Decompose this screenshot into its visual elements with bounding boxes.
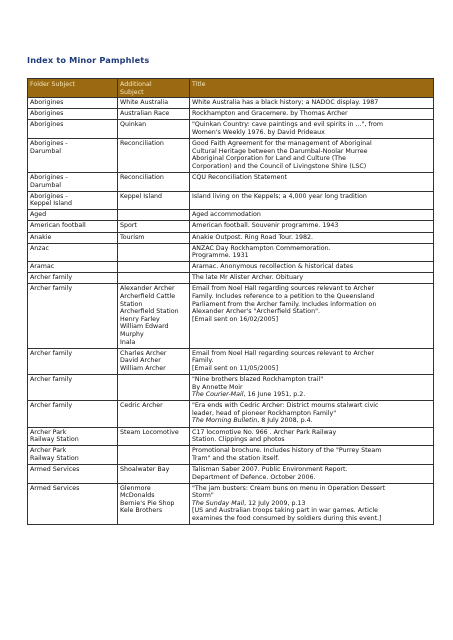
cell-line: Aborigines xyxy=(30,99,64,107)
title-text: "Quinkan Country: cave paintings and evil spirits in ...", from xyxy=(192,121,384,129)
header-title xyxy=(190,79,434,98)
title-line xyxy=(192,234,431,242)
additional-subject-cell xyxy=(118,232,190,243)
title-line xyxy=(192,474,431,482)
title-cell xyxy=(190,243,434,262)
cell-line: Archer family xyxy=(30,274,73,282)
title-line xyxy=(192,301,431,309)
title-cell xyxy=(190,464,434,483)
title-text: Programme. 1931 xyxy=(192,252,249,260)
table-header xyxy=(28,79,434,98)
cell-line: Railway Station xyxy=(30,436,79,444)
pamphlet-index-table xyxy=(27,78,434,525)
additional-subject-cell xyxy=(118,483,190,524)
title-line xyxy=(192,245,431,253)
folder-subject-cell xyxy=(28,401,118,427)
title-cell xyxy=(190,401,434,427)
title-text: Talisman Saber 2007. Public Environment Report. xyxy=(192,465,348,473)
title-line xyxy=(192,391,431,399)
folder-subject-cell xyxy=(28,273,118,284)
publication-name: The Courier-Mail xyxy=(192,391,244,399)
title-line xyxy=(192,174,431,182)
cell-line: Archer family xyxy=(30,349,73,357)
title-line xyxy=(192,193,431,201)
cell-line: Aborigines - xyxy=(30,140,68,148)
cell-line: Henry Farley xyxy=(120,315,160,323)
folder-subject-cell xyxy=(28,427,118,446)
title-line xyxy=(192,455,431,463)
title-line xyxy=(192,129,431,137)
table-row xyxy=(28,191,434,210)
title-line xyxy=(192,148,431,156)
title-cell xyxy=(190,262,434,273)
cell-line: Inala xyxy=(120,338,136,346)
title-text: Family. Includes reference to a petition to the Queensland xyxy=(192,293,375,301)
title-text: Promotional brochure. Includes history of the "Purrey Steam xyxy=(192,447,382,455)
folder-subject-cell xyxy=(28,221,118,232)
cell-line: Aged xyxy=(30,211,47,219)
title-line xyxy=(192,466,431,474)
cell-line: Railway Station xyxy=(30,454,79,462)
table-row xyxy=(28,483,434,524)
title-text: The late Mr Alister Archer. Obituary xyxy=(192,274,304,282)
additional-subject-cell xyxy=(118,210,190,221)
cell-line: Tourism xyxy=(120,233,145,241)
publication-name: The Sunday Mail xyxy=(192,499,245,507)
title-line xyxy=(192,121,431,129)
title-line xyxy=(192,515,431,523)
additional-subject-cell xyxy=(118,427,190,446)
title-text: Storm" xyxy=(192,492,214,500)
title-line xyxy=(192,500,431,508)
header-additional-subject xyxy=(118,79,190,98)
header-line: Folder Subject xyxy=(30,81,76,88)
header-line: Subject xyxy=(120,88,144,96)
title-line xyxy=(192,110,431,118)
title-text: leader, head of pioneer Rockhampton Family" xyxy=(192,409,337,417)
cell-line: Anakie xyxy=(30,233,52,241)
title-cell xyxy=(190,273,434,284)
title-text: Station. Clippings and photos xyxy=(192,436,285,444)
cell-line: Armed Services xyxy=(30,484,80,492)
citation-detail: , 12 July 2009, p.13 xyxy=(244,499,306,507)
cell-line: Archer Park xyxy=(30,428,67,436)
folder-subject-cell xyxy=(28,243,118,262)
title-text: [US and Australian troops taking part in war games. Article xyxy=(192,507,378,515)
cell-line: Anzac xyxy=(30,244,49,252)
table-row xyxy=(28,446,434,465)
cell-line: White Australia xyxy=(120,99,169,107)
title-text: Aboriginal Corporation for Land and Culture (The xyxy=(192,155,346,163)
additional-subject-cell xyxy=(118,273,190,284)
title-cell xyxy=(190,348,434,374)
title-text: "The jam busters: Cream buns on menu in Operation Dessert xyxy=(192,484,386,492)
folder-subject-cell xyxy=(28,191,118,210)
title-line xyxy=(192,99,431,107)
title-text: By Annette Moir xyxy=(192,383,243,391)
table-body xyxy=(28,98,434,525)
table-row xyxy=(28,98,434,109)
folder-subject-cell xyxy=(28,483,118,524)
table-row xyxy=(28,464,434,483)
additional-subject-cell xyxy=(118,98,190,109)
title-cell xyxy=(190,120,434,139)
title-line xyxy=(192,308,431,316)
title-line xyxy=(192,376,431,384)
title-text: Aged accommodation xyxy=(192,211,261,219)
table-row xyxy=(28,273,434,284)
table-row xyxy=(28,262,434,273)
title-line xyxy=(192,417,431,425)
title-line xyxy=(192,447,431,455)
title-text: CQU Reconciliation Statement xyxy=(192,173,288,181)
folder-subject-cell xyxy=(28,446,118,465)
title-cell xyxy=(190,375,434,401)
header-folder-subject xyxy=(28,79,118,98)
folder-subject-cell xyxy=(28,109,118,120)
title-line xyxy=(192,211,431,219)
title-line xyxy=(192,492,431,500)
title-text: Good Faith Agreement for the management of Aboriginal xyxy=(192,140,372,148)
table-row xyxy=(28,427,434,446)
additional-subject-cell xyxy=(118,401,190,427)
additional-subject-cell xyxy=(118,191,190,210)
title-text: ANZAC Day Rockhampton Commemoration. xyxy=(192,244,331,252)
title-cell xyxy=(190,210,434,221)
title-text: American football. Souvenir programme. 1943 xyxy=(192,222,339,230)
additional-subject-cell xyxy=(118,243,190,262)
folder-subject-cell xyxy=(28,375,118,401)
title-cell xyxy=(190,427,434,446)
title-cell xyxy=(190,191,434,210)
title-text: Alexander Archer's "Archerfield Station". xyxy=(192,308,320,316)
title-text: [Email sent on 11/05/2005] xyxy=(192,364,279,372)
additional-subject-cell xyxy=(118,446,190,465)
title-line xyxy=(192,365,431,373)
header-row xyxy=(28,79,434,98)
publication-name: The Morning Bulletin xyxy=(192,417,258,425)
title-line xyxy=(192,222,431,230)
additional-subject-cell xyxy=(118,120,190,139)
cell-line: Quinkan xyxy=(120,121,147,129)
folder-subject-cell xyxy=(28,262,118,273)
table-row xyxy=(28,284,434,348)
title-line xyxy=(192,263,431,271)
title-cell xyxy=(190,139,434,173)
cell-line: Armed Services xyxy=(30,465,80,473)
title-cell xyxy=(190,98,434,109)
cell-line: Aborigines xyxy=(30,121,64,129)
title-text: Email from Noel Hall regarding sources relevant to Archer xyxy=(192,285,374,293)
title-cell xyxy=(190,109,434,120)
cell-line: Archer Park xyxy=(30,447,67,455)
title-cell xyxy=(190,446,434,465)
cell-line: Shoalwater Bay xyxy=(120,465,170,473)
cell-line: Darumbal xyxy=(30,147,62,155)
cell-line: Aramac xyxy=(30,263,55,271)
table-row xyxy=(28,348,434,374)
title-text: Family. xyxy=(192,357,214,365)
folder-subject-cell xyxy=(28,348,118,374)
cell-line: Archer family xyxy=(30,402,73,410)
cell-line: Aborigines - xyxy=(30,173,68,181)
table-row xyxy=(28,120,434,139)
title-text: Email from Noel Hall regarding sources relevant to Archer xyxy=(192,349,374,357)
title-line xyxy=(192,252,431,260)
title-line xyxy=(192,350,431,358)
header-line: Additional xyxy=(120,81,152,88)
title-cell xyxy=(190,483,434,524)
title-line xyxy=(192,316,431,324)
title-line xyxy=(192,155,431,163)
title-text: Cultural Heritage between the Darumbal-Noolar Murree xyxy=(192,147,368,155)
title-text: Parliament from the Archer family. Includes information on xyxy=(192,300,377,308)
title-text: "Nine brothers blazed Rockhampton trail" xyxy=(192,376,324,383)
title-line xyxy=(192,163,431,171)
title-text: examines the food consumed by soldiers during this event.] xyxy=(192,515,382,522)
cell-line: Station xyxy=(120,300,143,308)
cell-line: American football xyxy=(30,222,86,230)
folder-subject-cell xyxy=(28,172,118,191)
cell-line: Reconciliation xyxy=(120,173,164,181)
title-line xyxy=(192,429,431,437)
title-text: Rockhampton and Gracemere. by Thomas Archer xyxy=(192,110,348,118)
cell-line: Reconciliation xyxy=(120,140,164,148)
title-line xyxy=(192,140,431,148)
cell-line: Murphy xyxy=(120,331,144,339)
cell-line: Sport xyxy=(120,222,137,230)
citation-detail: , 16 June 1951, p.2. xyxy=(243,391,306,399)
folder-subject-cell xyxy=(28,210,118,221)
cell-line: Archer family xyxy=(30,376,73,383)
title-text: Anakie Outpost. Ring Road Tour. 1982. xyxy=(192,233,314,241)
title-text: Corporation) and the Council of Livingstone Shire (LSC) xyxy=(192,162,367,170)
cell-line: Kele Brothers xyxy=(120,507,163,515)
table-row xyxy=(28,210,434,221)
cell-line: Charles Archer xyxy=(120,349,167,357)
additional-subject-cell xyxy=(118,262,190,273)
title-line xyxy=(192,285,431,293)
title-cell xyxy=(190,232,434,243)
table-row xyxy=(28,232,434,243)
title-line xyxy=(192,384,431,392)
cell-line: Cedric Archer xyxy=(120,402,163,410)
title-line xyxy=(192,274,431,282)
title-line xyxy=(192,293,431,301)
title-text: [Email sent on 16/02/2005] xyxy=(192,315,279,323)
title-cell xyxy=(190,284,434,348)
citation-detail: , 8 July 2008, p.4. xyxy=(257,417,313,425)
cell-line: McDonalds xyxy=(120,492,155,500)
title-cell xyxy=(190,221,434,232)
cell-line: Alexander Archer xyxy=(120,285,175,293)
title-line xyxy=(192,402,431,410)
additional-subject-cell xyxy=(118,284,190,348)
header-line: Title xyxy=(192,81,206,88)
table-row xyxy=(28,109,434,120)
title-text: White Australia has a black history; a NADOC display. 1987 xyxy=(192,99,379,107)
folder-subject-cell xyxy=(28,120,118,139)
title-text: Aramac. Anonymous recollection & historical dates xyxy=(192,263,354,271)
cell-line: Archerfield Station xyxy=(120,308,179,316)
cell-line: William Archer xyxy=(120,364,166,372)
title-line xyxy=(192,357,431,365)
title-text: Women's Weekly 1976. by David Prideaux xyxy=(192,128,325,136)
folder-subject-cell xyxy=(28,232,118,243)
page-title: Index to Minor Pamphlets xyxy=(27,55,150,65)
cell-line: Australian Race xyxy=(120,110,170,118)
cell-line: Keppel Island xyxy=(30,200,73,208)
cell-line: David Archer xyxy=(120,357,161,365)
additional-subject-cell xyxy=(118,109,190,120)
table-row xyxy=(28,243,434,262)
title-line xyxy=(192,485,431,493)
cell-line: Aborigines xyxy=(30,110,64,118)
cell-line: Steam Locomotive xyxy=(120,428,179,436)
cell-line: Archer family xyxy=(30,285,73,293)
folder-subject-cell xyxy=(28,284,118,348)
table-row xyxy=(28,172,434,191)
cell-line: Archerfield Cattle xyxy=(120,293,176,301)
table-row xyxy=(28,221,434,232)
additional-subject-cell xyxy=(118,375,190,401)
title-text: C17 locomotive No. 966 . Archer Park Railway xyxy=(192,428,337,436)
title-line xyxy=(192,507,431,515)
table-row xyxy=(28,139,434,173)
cell-line: Keppel Island xyxy=(120,192,163,200)
folder-subject-cell xyxy=(28,98,118,109)
folder-subject-cell xyxy=(28,139,118,173)
table-row xyxy=(28,375,434,401)
additional-subject-cell xyxy=(118,464,190,483)
title-text: Tram" and the station itself. xyxy=(192,454,280,462)
cell-line: Darumbal xyxy=(30,181,62,189)
cell-line: Bernie's Pie Shop xyxy=(120,499,175,507)
title-line xyxy=(192,436,431,444)
title-text: Island living on the Keppels; a 4,000 year long tradition xyxy=(192,192,367,200)
title-text: "Era ends with Cedric Archer: District mourns stalwart civic xyxy=(192,402,379,410)
cell-line: Aborigines - xyxy=(30,192,68,200)
cell-line: Glenmore xyxy=(120,484,151,492)
folder-subject-cell xyxy=(28,464,118,483)
additional-subject-cell xyxy=(118,139,190,173)
additional-subject-cell xyxy=(118,348,190,374)
cell-line: William Edward xyxy=(120,323,169,331)
title-cell xyxy=(190,172,434,191)
additional-subject-cell xyxy=(118,172,190,191)
table-row xyxy=(28,401,434,427)
title-text: Department of Defence. October 2006. xyxy=(192,473,316,481)
additional-subject-cell xyxy=(118,221,190,232)
